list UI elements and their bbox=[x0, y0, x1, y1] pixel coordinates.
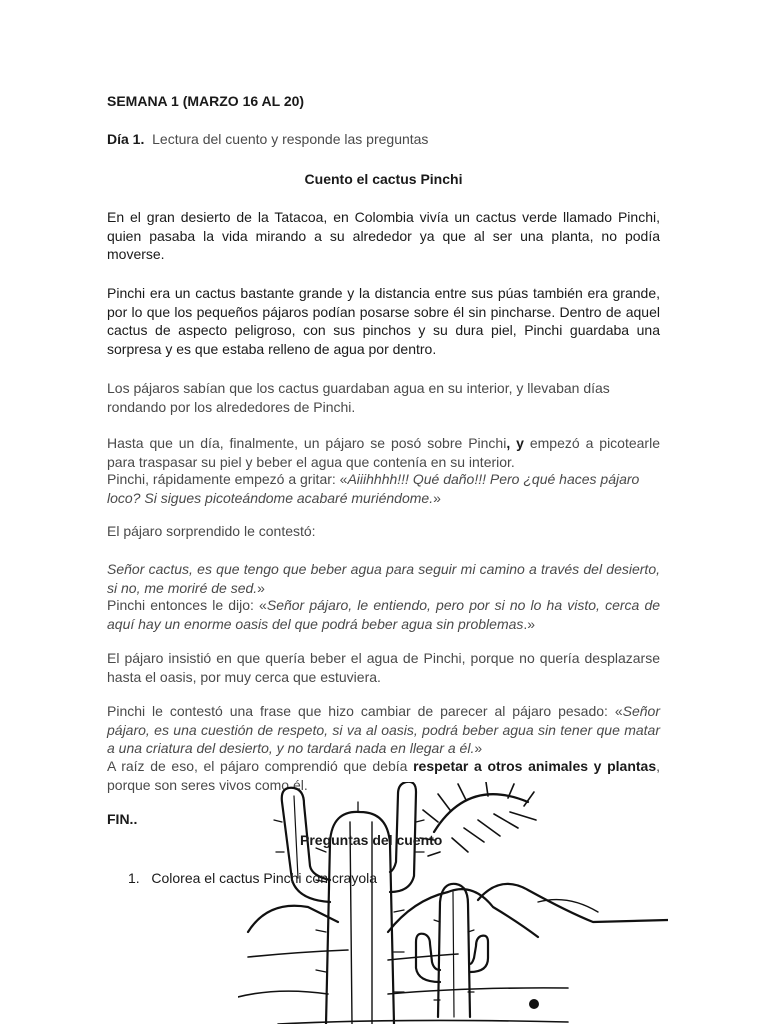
paragraph-6b bbox=[107, 596, 660, 633]
fin-label: FIN.. bbox=[107, 811, 138, 827]
p8-text-a: Pinchi le contestó una frase que hizo cambiar de parecer al pájaro pesado: « bbox=[107, 703, 623, 719]
p8-end: » bbox=[474, 740, 483, 756]
day-label: Día 1. bbox=[107, 131, 145, 147]
question-1 bbox=[128, 869, 377, 887]
paragraph-4-quote bbox=[107, 470, 660, 507]
day-line bbox=[107, 130, 660, 149]
paragraph-2: Pinchi era un cactus bastante grande y la distancia entre sus púas también era grande, por lo que los pequeños pájaros podían posarse sobre él sin pincharse. Dentro de aquel cactus de aspecto peligroso, con sus pinchos y su dura piel, Pinchi guardaba una sorpresa y es que estaba relleno de agua por dentro. bbox=[107, 285, 660, 357]
p4-text-a: Hasta que un día, finalmente, un pájaro se posó sobre Pinchi bbox=[107, 435, 507, 451]
p6b-italic: Señor pájaro, le entiendo, pero por si no lo ha visto, cerca de aquí hay un enorme oasis del que podrá beber agua sin problemas bbox=[107, 597, 661, 632]
question-1-number: 1. bbox=[128, 870, 140, 886]
paragraph-8 bbox=[107, 702, 660, 758]
cactus-illustration bbox=[238, 782, 668, 1024]
p8-bold: respetar a otros animales y plantas bbox=[413, 758, 657, 774]
week-heading: SEMANA 1 (MARZO 16 AL 20) bbox=[107, 93, 305, 109]
p4-bold: , y bbox=[506, 435, 524, 451]
p6-end: » bbox=[257, 579, 265, 596]
paragraph-6 bbox=[107, 560, 660, 597]
p4-end: » bbox=[433, 489, 441, 506]
paragraph-4 bbox=[107, 434, 660, 471]
p8c-text: , porque son seres vivos como él. bbox=[107, 758, 660, 793]
paragraph-7: El pájaro insistió en que quería beber el agua de Pinchi, porque no quería desplazarse hasta el oasis, por muy cerca que estuviera. bbox=[107, 650, 660, 685]
p6b-text: Pinchi entonces le dijo: « bbox=[107, 597, 267, 613]
p6b-end: .» bbox=[523, 615, 536, 632]
p8b-text: A raíz de eso, el pájaro comprendió que debía bbox=[107, 758, 414, 774]
paragraph-1: En el gran desierto de la Tatacoa, en Colombia vivía un cactus verde llamado Pinchi, quien pasaba la vida mirando a su alrededor ya que al ser una planta, no podía moverse. bbox=[107, 209, 660, 262]
paragraph-3: Los pájaros sabían que los cactus guardaban agua en su interior, y llevaban días rondando por los alrededores de Pinchi. bbox=[107, 380, 610, 415]
questions-title: Preguntas del cuento bbox=[300, 832, 443, 848]
p8-italic: Señor pájaro, es una cuestión de respeto, si va al oasis, podrá beber agua sin tener que matar a una criatura del desierto, y no tardará nada en llegar a él. bbox=[107, 703, 660, 756]
story-title: Cuento el cactus Pinchi bbox=[304, 171, 463, 187]
p6-italic: Señor cactus, es que tengo que beber agua para seguir mi camino a través del desierto, si no, me moriré de sed. bbox=[107, 561, 660, 596]
p4-text-c: Pinchi, rápidamente empezó a gritar: « bbox=[107, 471, 348, 487]
p4-text-b: empezó a picotearle para traspasar su piel y beber el agua que contenía en su interior. bbox=[107, 435, 660, 470]
paragraph-5: El pájaro sorprendido le contestó: bbox=[107, 523, 316, 539]
question-1-text: Colorea el cactus Pinchi con crayola bbox=[151, 870, 378, 886]
p4-italic: Aiiihhhh!!! Qué daño!!! Pero ¿qué haces pájaro loco? Si sigues picoteándome acabaré muriéndome. bbox=[107, 471, 640, 506]
day-text: Lectura del cuento y responde las preguntas bbox=[152, 131, 429, 147]
